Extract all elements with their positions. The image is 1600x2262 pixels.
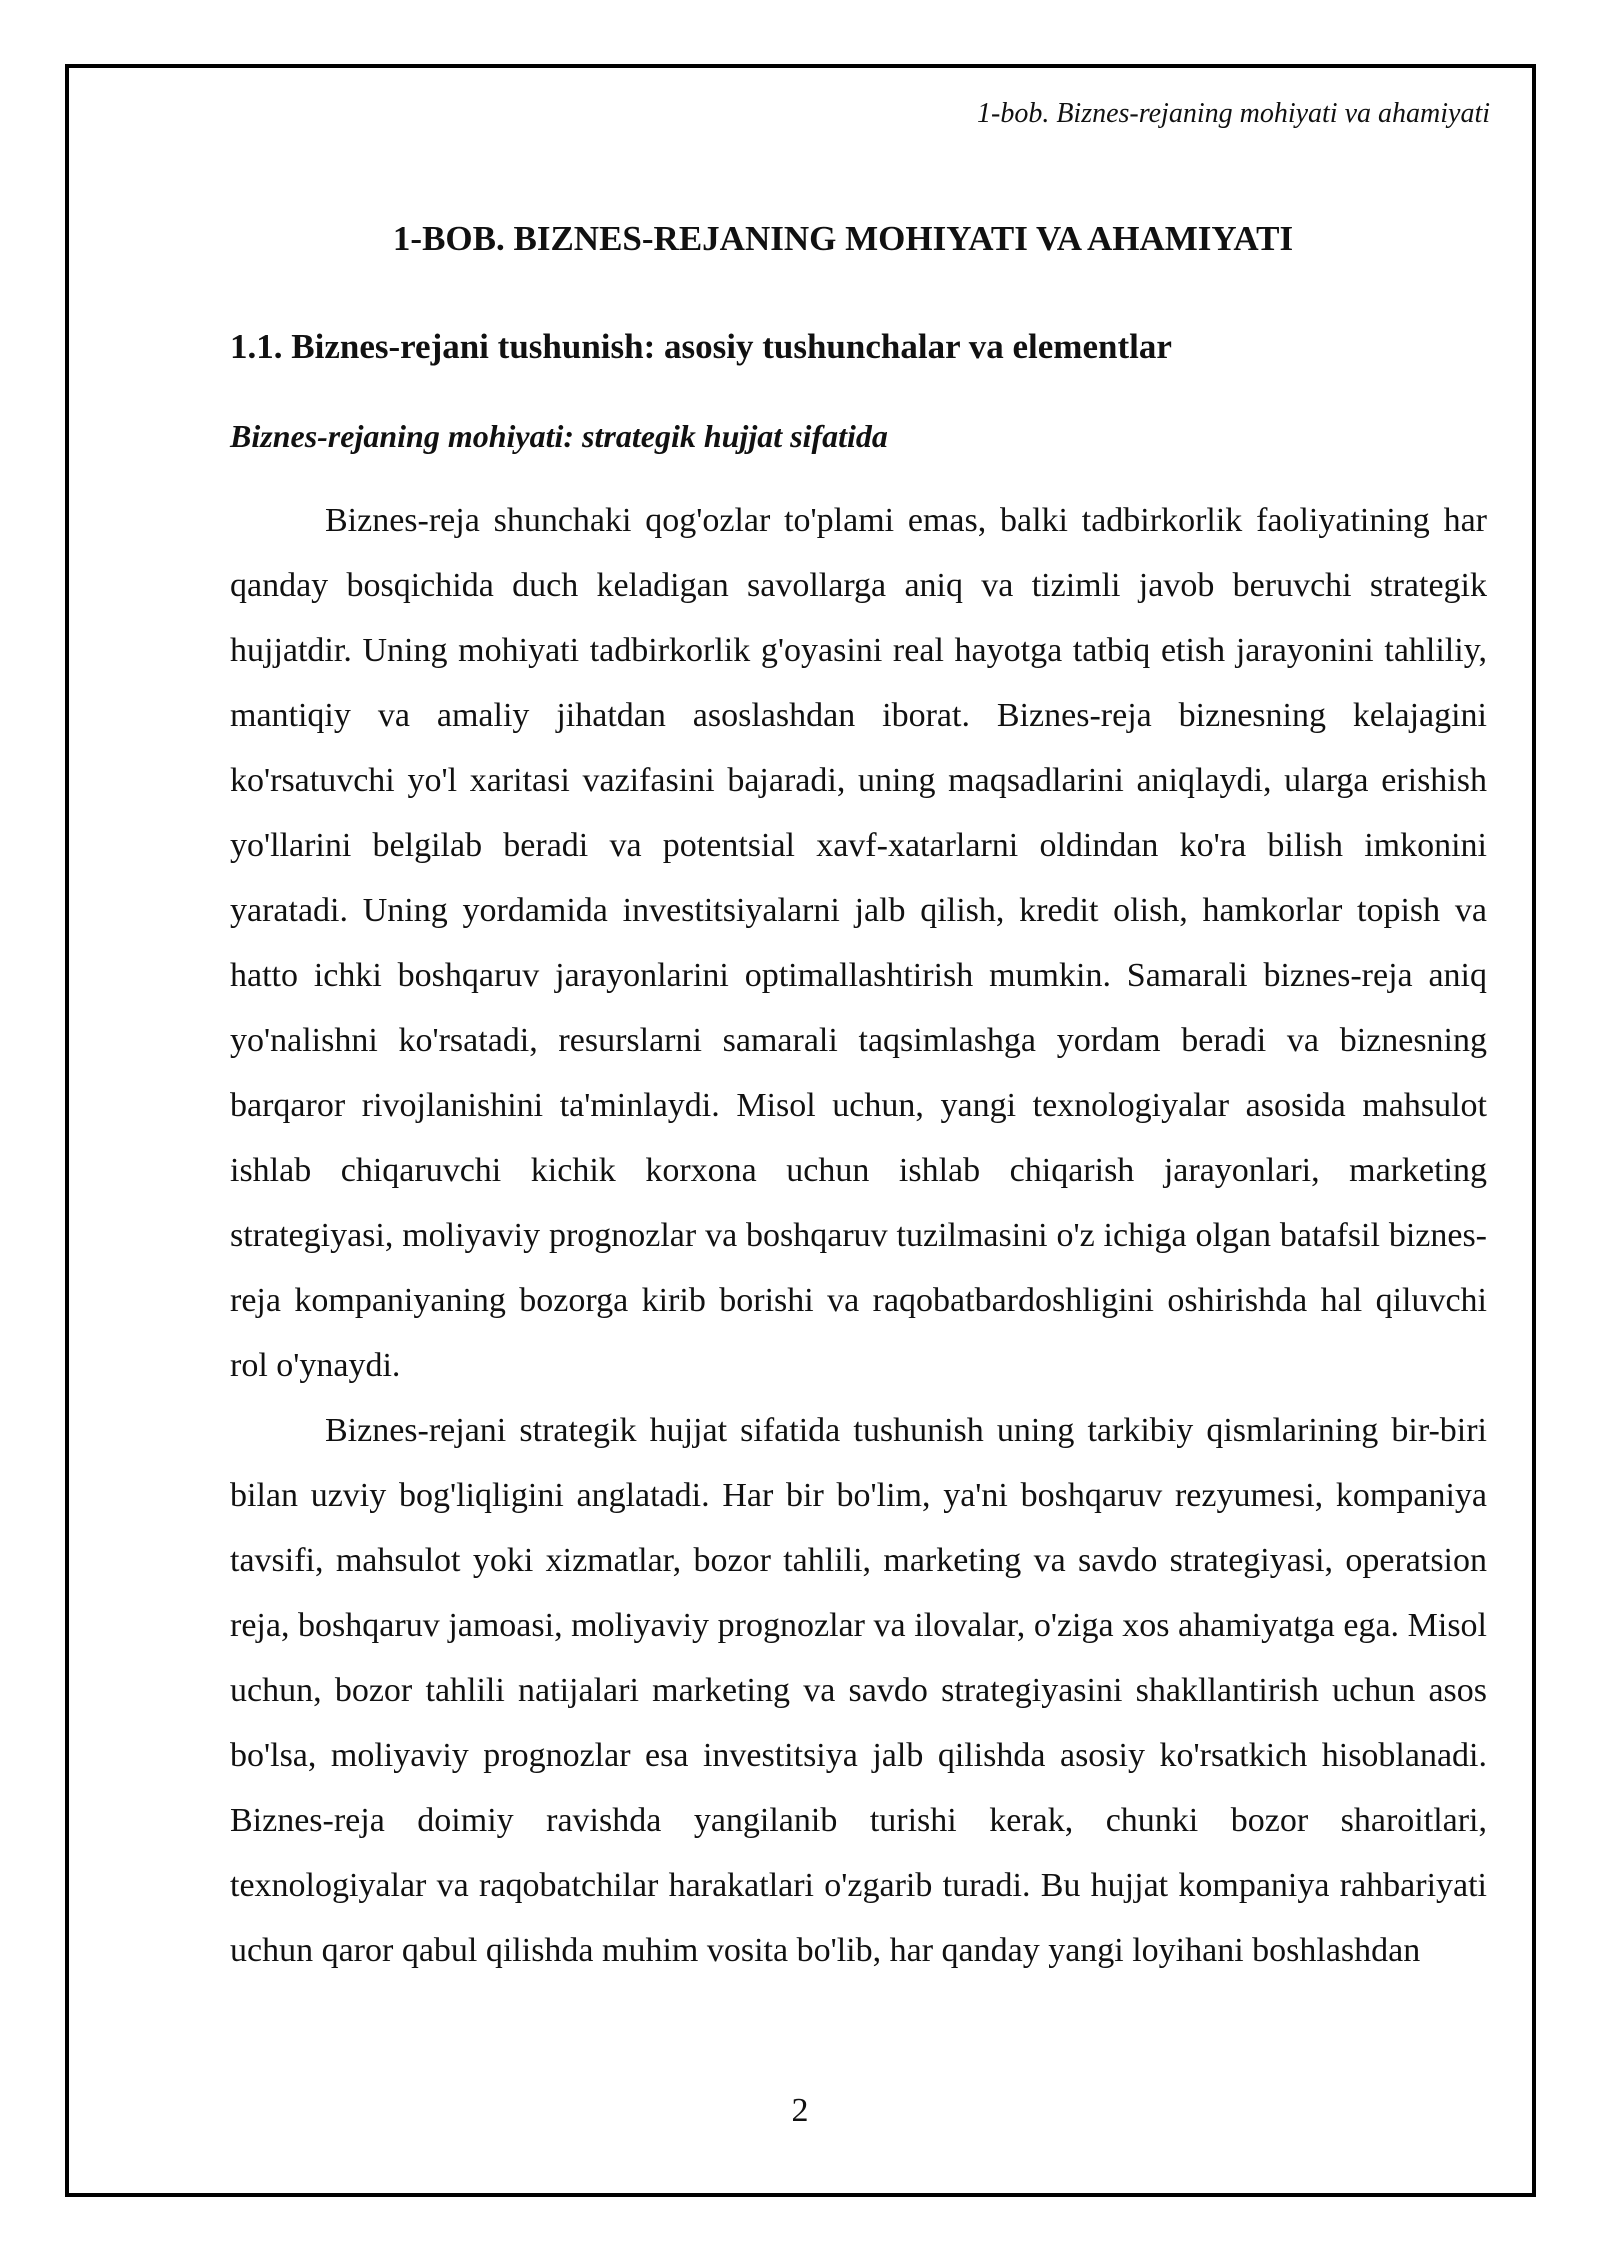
page-number: 2 bbox=[791, 2092, 809, 2129]
chapter-title: 1-BOB. BIZNES-REJANING MOHIYATI VA AHAMIYATI bbox=[392, 219, 1294, 258]
subsection-title: Biznes-rejaning mohiyati: strategik hujjat sifatida bbox=[230, 418, 888, 454]
paragraph-2: Biznes-rejani strategik hujjat sifatida tushunish uning tarkibiy qismlarining bir-biri bilan uzviy bog'liqligini anglatadi. Har bir bo'lim, ya'ni boshqaruv rezyumesi, kompaniya tavsifi, mahsulot yoki xizmatlar, bozor tahlili, marketing va savdo strategiyasi, operatsion reja, boshqaruv jamoasi, moliyaviy prognozlar va ilovalar, o'ziga xos ahamiyatga ega. Misol uchun, bozor tahlili natijalari marketing va savdo strategiyasini shakllantirish uchun asos bo'lsa, moliyaviy prognozlar esa investitsiya jalb qilishda asosiy ko'rsatkich hisoblanadi. Biznes-reja doimiy ravishda yangilanib turishi kerak, chunki bozor sharoitlari, texnologiyalar va raqobatchilar harakatlari o'zgarib turadi. Bu hujjat kompaniya rahbariyati uchun qaror qabul qilishda muhim vosita bo'lib, har qanday yangi loyihani boshlashdan bbox=[230, 1412, 1487, 1969]
body-text bbox=[230, 488, 1487, 1983]
paragraph-1: Biznes-reja shunchaki qog'ozlar to'plami emas, balki tadbirkorlik faoliyatining har qanday bosqichida duch keladigan savollarga aniq va tizimli javob beruvchi strategik hujjatdir. Uning mohiyati tadbirkorlik g'oyasini real hayotga tatbiq etish jarayonini tahliliy, mantiqiy va amaliy jihatdan asoslashdan iborat. Biznes-reja biznesning kelajagini ko'rsatuvchi yo'l xaritasi vazifasini bajaradi, uning maqsadlarini aniqlaydi, ularga erishish yo'llarini belgilab beradi va potentsial xavf-xatarlarni oldindan ko'ra bilish imkonini yaratadi. Uning yordamida investitsiyalarni jalb qilish, kredit olish, hamkorlar topish va hatto ichki boshqaruv jarayonlarini optimallashtirish mumkin. Samarali biznes-reja aniq yo'nalishni ko'rsatadi, resurslarni samarali taqsimlashga yordam beradi va biznesning barqaror rivojlanishini ta'minlaydi. Misol uchun, yangi texnologiyalar asosida mahsulot ishlab chiqaruvchi kichik korxona uchun ishlab chiqarish jarayonlari, marketing strategiyasi, moliyaviy prognozlar va boshqaruv tuzilmasini o'z ichiga olgan batafsil biznes-reja kompaniyaning bozorga kirib borishi va raqobatbardoshligini oshirishda hal qiluvchi rol o'ynaydi. bbox=[230, 502, 1487, 1384]
section-title: 1.1. Biznes-rejani tushunish: asosiy tushunchalar va elementlar bbox=[230, 327, 1172, 366]
running-header: 1-bob. Biznes-rejaning mohiyati va ahamiyati bbox=[977, 98, 1490, 129]
